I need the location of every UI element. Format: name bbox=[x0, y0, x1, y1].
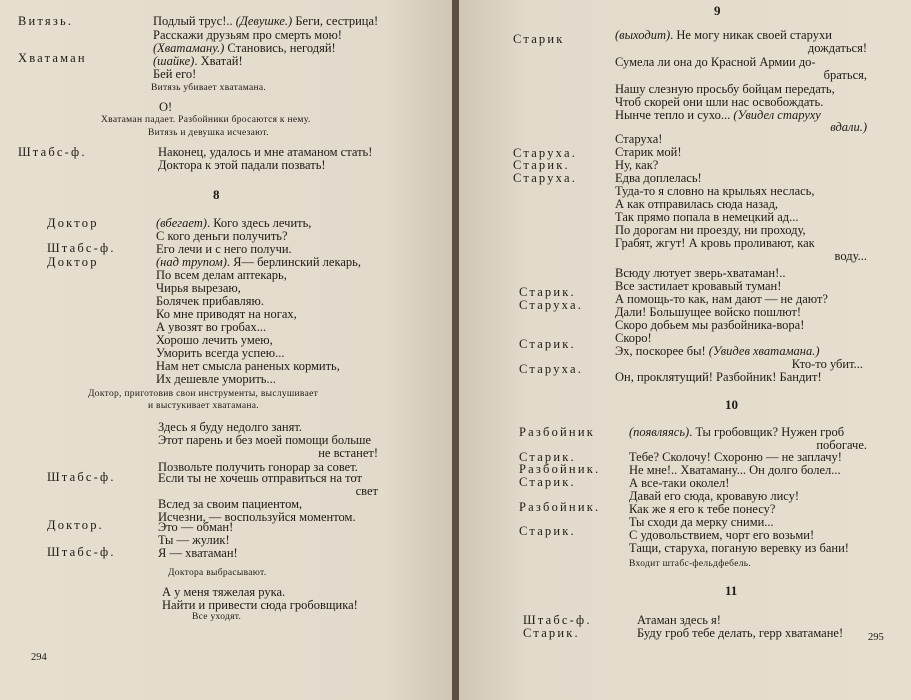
dialogue-line: Грабят, жгут! А кровь проливают, как bbox=[615, 236, 815, 250]
dialogue-line: А все-таки околел! bbox=[629, 476, 730, 490]
right-page bbox=[459, 0, 911, 700]
speaker-name: Старик. bbox=[519, 285, 576, 299]
dialogue-line: браться, bbox=[823, 68, 867, 82]
scene-number: 10 bbox=[725, 397, 738, 412]
speaker-name: Доктор. bbox=[47, 518, 105, 532]
dialogue-line: Ты сходи да мерку сними... bbox=[629, 515, 774, 529]
speaker-name: Витязь. bbox=[18, 14, 74, 28]
dialogue-line: Бей его! bbox=[153, 67, 197, 81]
dialogue-line: Тащи, старуха, поганую веревку из бани! bbox=[629, 541, 849, 555]
dialogue-line: С удовольствием, чорт его возьми! bbox=[629, 528, 815, 542]
dialogue-line: Нашу слезную просьбу бойцам передать, bbox=[615, 82, 835, 96]
left-page bbox=[0, 0, 452, 700]
dialogue-line: А как отправилась сюда назад, bbox=[615, 197, 779, 211]
dialogue-line: побогаче. bbox=[816, 438, 867, 452]
dialogue-line: Он, проклятущий! Разбойник! Бандит! bbox=[615, 370, 822, 384]
dialogue-line: Его лечи и с него получи. bbox=[156, 242, 292, 256]
dialogue-line: Всюду лютует зверь-хватаман!.. bbox=[615, 266, 786, 280]
dialogue-line: Старик мой! bbox=[615, 145, 682, 159]
dialogue-line: Скоро добьем мы разбойника-вора! bbox=[615, 318, 805, 332]
speaker-name: Доктор bbox=[47, 216, 99, 230]
dialogue-line: вдали.) bbox=[830, 120, 867, 134]
dialogue-line: Подлый трус!.. (Девушке.) Беги, сестрица! bbox=[153, 14, 379, 28]
stage-direction: Витязь убивает хватамана. bbox=[151, 83, 267, 93]
dialogue-line: Буду гроб тебе делать, герр хватамане! bbox=[637, 626, 844, 640]
speaker-name: Штабс-ф. bbox=[47, 241, 116, 255]
dialogue-line: Эх, поскорее бы! (Увидев хватамана.) bbox=[615, 344, 820, 358]
dialogue-line: Это — обман! bbox=[158, 520, 234, 534]
dialogue-line: Уморить всегда успею... bbox=[156, 346, 285, 360]
dialogue-line: Если ты не хочешь отправиться на тот bbox=[158, 471, 362, 485]
dialogue-line: Старуха! bbox=[615, 132, 663, 146]
dialogue-line: Ты — жулик! bbox=[158, 533, 230, 547]
speaker-name: Старик. bbox=[523, 626, 580, 640]
dialogue-line: Доктора к этой падали позвать! bbox=[158, 158, 326, 172]
stage-direction: Витязь и девушка исчезают. bbox=[148, 128, 269, 138]
speaker-name: Старуха. bbox=[513, 171, 578, 185]
dialogue-line: Найти и привести сюда гробовщика! bbox=[162, 598, 358, 612]
dialogue-line: Вслед за своим пациентом, bbox=[158, 497, 303, 511]
speaker-name: Старик. bbox=[519, 475, 576, 489]
dialogue-line: Болячек прибавляю. bbox=[156, 294, 265, 308]
dialogue-line: А помощь-то как, нам дают — не дают? bbox=[615, 292, 828, 306]
dialogue-line: Здесь я буду недолго занят. bbox=[158, 420, 303, 434]
dialogue-line: воду... bbox=[834, 249, 867, 263]
dialogue-line: Как же я его к тебе понесу? bbox=[629, 502, 776, 516]
dialogue-line: Туда-то я словно на крыльях неслась, bbox=[615, 184, 815, 198]
speaker-name: Разбойник bbox=[519, 425, 595, 439]
speaker-name: Штабс-ф. bbox=[523, 613, 592, 627]
speaker-name: Разбойник. bbox=[519, 462, 601, 476]
dialogue-line: Ко мне приводят на ногах, bbox=[156, 307, 297, 321]
dialogue-line: Ну, как? bbox=[615, 158, 659, 172]
dialogue-line: По всем делам аптекарь, bbox=[156, 268, 287, 282]
dialogue-line: Чирья вырезаю, bbox=[156, 281, 241, 295]
dialogue-line: Сумела ли она до Красной Армии до- bbox=[615, 55, 816, 69]
speaker-name: Старуха. bbox=[519, 298, 584, 312]
dialogue-line: Их дешевле уморить... bbox=[156, 372, 276, 386]
dialogue-line: Дали! Большущее войско пошлют! bbox=[615, 305, 802, 319]
dialogue-line: Все застилает кровавый туман! bbox=[615, 279, 782, 293]
dialogue-line: С кого деньги получить? bbox=[156, 229, 288, 243]
stage-direction: Доктор, приготовив свои инструменты, выслушивает bbox=[88, 389, 319, 399]
dialogue-line: О! bbox=[159, 100, 173, 114]
page-number: 295 bbox=[868, 632, 884, 643]
scene-number: 9 bbox=[714, 3, 721, 18]
speaker-name: Старик bbox=[513, 32, 565, 46]
stage-direction: Входит штабс-фельдфебель. bbox=[629, 559, 752, 569]
stage-direction: и выстукивает хватамана. bbox=[148, 401, 259, 411]
stage-direction: Доктора выбрасывают. bbox=[168, 568, 267, 578]
dialogue-line: Скоро! bbox=[615, 331, 652, 345]
dialogue-line: не встанет! bbox=[318, 446, 378, 460]
dialogue-line: Нам нет смысла раненых кормить, bbox=[156, 359, 340, 373]
speaker-name: Старик. bbox=[519, 524, 576, 538]
dialogue-line: Хорошо лечить умею, bbox=[156, 333, 273, 347]
speaker-name: Хватаман bbox=[18, 51, 87, 65]
dialogue-line: свет bbox=[355, 484, 378, 498]
dialogue-line: А у меня тяжелая рука. bbox=[162, 585, 286, 599]
dialogue-line: Едва доплелась! bbox=[615, 171, 702, 185]
stage-direction: Все уходят. bbox=[192, 612, 242, 622]
dialogue-line: Я — хватаман! bbox=[158, 546, 238, 560]
dialogue-line: (шайке). Хватай! bbox=[153, 54, 243, 68]
dialogue-line: Не мне!.. Хватаману... Он долго болел... bbox=[629, 463, 841, 477]
speaker-name: Старик. bbox=[513, 158, 570, 172]
dialogue-line: Исчезни, — воспользуйся моментом. bbox=[158, 510, 356, 524]
scene-number: 8 bbox=[213, 187, 220, 202]
dialogue-line: (над трупом). Я— берлинский лекарь, bbox=[156, 255, 361, 269]
dialogue-line: Расскажи друзьям про смерть мою! bbox=[153, 28, 342, 42]
speaker-name: Старуха. bbox=[513, 146, 578, 160]
speaker-name: Разбойник. bbox=[519, 500, 601, 514]
dialogue-line: (вбегает). Кого здесь лечить, bbox=[156, 216, 312, 230]
speaker-name: Штабс-ф. bbox=[18, 145, 87, 159]
dialogue-line: Тебе? Сколочу! Схороню — не заплачу! bbox=[629, 450, 842, 464]
speaker-name: Старик. bbox=[519, 337, 576, 351]
dialogue-line: (появляясь). Ты гробовщик? Нужен гроб bbox=[629, 425, 845, 439]
dialogue-line: Кто-то убит... bbox=[791, 357, 863, 371]
dialogue-line: Наконец, удалось и мне атаманом стать! bbox=[158, 145, 373, 159]
scene-number: 11 bbox=[725, 583, 738, 598]
dialogue-line: Этот парень и без моей помощи больше bbox=[158, 433, 372, 447]
dialogue-line: А увозят во гробах... bbox=[156, 320, 267, 334]
dialogue-line: По дорогам ни проезду, ни проходу, bbox=[615, 223, 806, 237]
dialogue-line: Нынче тепло и сухо... (Увидел старуху bbox=[615, 108, 821, 122]
speaker-name: Старик. bbox=[519, 450, 576, 464]
speaker-name: Штабс-ф. bbox=[47, 545, 116, 559]
dialogue-line: (Хватаману.) Становись, негодяй! bbox=[153, 41, 336, 55]
dialogue-line: Чтоб скорей они шли нас освобождать. bbox=[615, 95, 824, 109]
page-number: 294 bbox=[31, 652, 47, 663]
dialogue-line: Атаман здесь я! bbox=[637, 613, 721, 627]
stage-direction: Хватаман падает. Разбойники бросаются к нему. bbox=[101, 115, 311, 125]
dialogue-line: Так прямо попала в немецкий ад... bbox=[615, 210, 799, 224]
book-gutter bbox=[452, 0, 459, 700]
dialogue-line: Позвольте получить гонорар за совет. bbox=[158, 460, 358, 474]
dialogue-line: Давай его сюда, кровавую лису! bbox=[629, 489, 800, 503]
speaker-name: Доктор bbox=[47, 255, 99, 269]
dialogue-line: (выходит). Не могу никак своей старухи bbox=[615, 28, 832, 42]
speaker-name: Штабс-ф. bbox=[47, 470, 116, 484]
speaker-name: Старуха. bbox=[519, 362, 584, 376]
dialogue-line: дождаться! bbox=[807, 41, 867, 55]
